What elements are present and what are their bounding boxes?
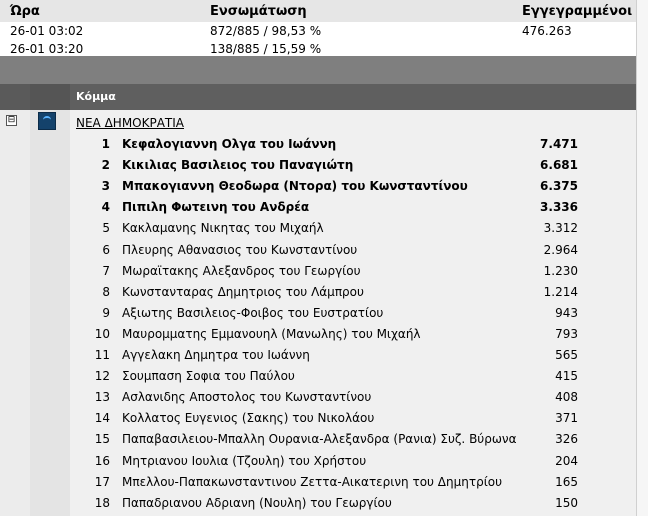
toolbar-strip	[0, 56, 636, 84]
column-logo	[30, 84, 70, 110]
header-integration: Ενσωμάτωση	[210, 4, 307, 19]
summary-header	[0, 0, 636, 22]
candidate-votes: 3.312	[543, 221, 578, 236]
candidate-rank: 9	[102, 305, 110, 320]
candidate-rank: 6	[102, 242, 110, 257]
candidate-votes: 204	[555, 453, 578, 468]
candidate-name: Κολλατος Ευγενιος (Σακης) του Νικολάου	[122, 411, 375, 426]
candidate-row	[70, 304, 578, 325]
candidate-votes: 943	[555, 305, 578, 320]
candidate-name: Κωνστανταρας Δημητριος του Λάμπρου	[122, 284, 364, 299]
candidate-rank: 13	[94, 390, 110, 405]
candidate-rank: 2	[101, 158, 110, 173]
logo-column	[30, 110, 70, 516]
candidate-rank: 4	[101, 200, 110, 215]
candidate-votes: 1.230	[543, 263, 578, 278]
candidate-row	[70, 452, 578, 473]
candidate-row	[70, 262, 578, 283]
candidate-votes: 6.375	[540, 179, 578, 194]
row-integration: 138/885 / 15,59 %	[210, 42, 322, 56]
candidate-row	[70, 283, 578, 304]
candidate-name: Μαυρομματης Εμμανουηλ (Μανωλης) του Μιχαήλ	[122, 326, 421, 341]
candidate-row	[70, 409, 578, 430]
candidate-votes: 415	[555, 369, 578, 384]
candidate-votes: 371	[555, 411, 578, 426]
candidate-rank: 1	[101, 137, 110, 151]
candidate-votes: 793	[555, 326, 578, 341]
candidate-rank: 3	[101, 179, 110, 194]
candidate-name: Μητριανου Ιουλια (Τζουλη) του Χρήστου	[122, 453, 367, 468]
candidate-rank: 18	[94, 495, 110, 510]
header-time: Ώρα	[10, 4, 40, 19]
candidate-name: Σουμπαση Σοφια του Παύλου	[122, 369, 295, 384]
candidate-row	[70, 367, 578, 388]
vertical-scrollbar[interactable]	[636, 0, 648, 516]
candidate-row	[70, 430, 578, 451]
candidate-rank: 8	[102, 284, 110, 299]
header-registered: Εγγεγραμμένοι	[522, 4, 633, 19]
candidate-name: Πλευρης Αθανασιος του Κωνσταντίνου	[122, 242, 358, 257]
candidate-row	[70, 325, 578, 346]
candidate-row	[70, 346, 578, 367]
candidate-rank: 15	[94, 432, 110, 447]
candidate-votes: 165	[555, 474, 578, 489]
candidate-name: Ασλανιδης Αποστολος του Κωνσταντίνου	[122, 390, 372, 405]
candidate-row	[70, 135, 578, 156]
row-registered: 476.263	[522, 24, 572, 38]
candidate-rank: 16	[94, 453, 110, 468]
candidate-row	[70, 241, 578, 262]
candidate-row	[70, 388, 578, 409]
candidate-row	[70, 198, 578, 219]
candidate-name: Κικιλιας Βασιλειος του Παναγιώτη	[122, 158, 354, 173]
collapse-icon[interactable]: ⊟	[7, 115, 16, 125]
candidate-rank: 14	[94, 411, 110, 426]
candidate-name: Μπελλου-Παπακωνσταντινου Ζεττα-Αικατερινη του Δημητρίου	[122, 474, 503, 489]
candidate-rank: 10	[94, 326, 110, 341]
candidate-rank: 7	[102, 263, 110, 278]
row-integration: 872/885 / 98,53 %	[210, 24, 322, 38]
candidate-name: Παπαδριανου Αδριανη (Νουλη) του Γεωργίου	[122, 495, 392, 510]
candidate-votes: 150	[555, 495, 578, 510]
column-expander	[0, 84, 30, 110]
candidate-row	[70, 156, 578, 177]
candidate-name: Κεφαλογιαννη Ολγα του Ιωάννη	[122, 137, 337, 151]
candidate-votes: 408	[555, 390, 578, 405]
party-logo-icon	[38, 112, 56, 130]
candidate-row	[70, 494, 578, 515]
candidate-name: Παπαβασιλειου-Μπαλλη Ουρανια-Αλεξανδρα (Ρανια) Συζ. Βύρωνα	[122, 432, 517, 447]
row-time: 26-01 03:02	[10, 24, 84, 38]
candidate-name: Κακλαμανης Νικητας του Μιχαήλ	[122, 221, 324, 236]
candidate-votes: 7.471	[540, 137, 578, 151]
candidate-votes: 565	[555, 348, 578, 362]
candidate-votes: 6.681	[540, 158, 578, 173]
candidate-row	[70, 473, 578, 494]
candidate-votes: 326	[555, 432, 578, 447]
candidate-name: Αγγελακη Δημητρα του Ιωάννη	[122, 348, 310, 362]
candidate-name: Αξιωτης Βασιλειος-Φοιβος του Ευστρατίου	[122, 305, 384, 320]
row-time: 26-01 03:20	[10, 42, 84, 56]
party-link[interactable]: ΝΕΑ ΔΗΜΟΚΡΑΤΙΑ	[76, 116, 185, 130]
results-column-header	[0, 84, 636, 110]
candidate-rank: 5	[102, 221, 110, 236]
expander-column	[0, 110, 30, 516]
candidate-votes: 3.336	[540, 200, 578, 215]
candidate-name: Πιπιλη Φωτεινη του Ανδρέα	[122, 200, 310, 215]
candidate-row	[70, 177, 578, 198]
candidate-name: Μωραϊτακης Αλεξανδρος του Γεωργίου	[122, 263, 361, 278]
candidate-name: Μπακογιαννη Θεοδωρα (Ντορα) του Κωνσταντίνου	[122, 179, 468, 194]
candidate-rank: 12	[94, 369, 110, 384]
candidate-row	[70, 219, 578, 240]
candidate-votes: 1.214	[543, 284, 578, 299]
candidate-votes: 2.964	[543, 242, 578, 257]
candidate-rank: 11	[94, 348, 110, 362]
column-party-label: Κόμμα	[76, 90, 116, 103]
candidate-rank: 17	[94, 474, 110, 489]
